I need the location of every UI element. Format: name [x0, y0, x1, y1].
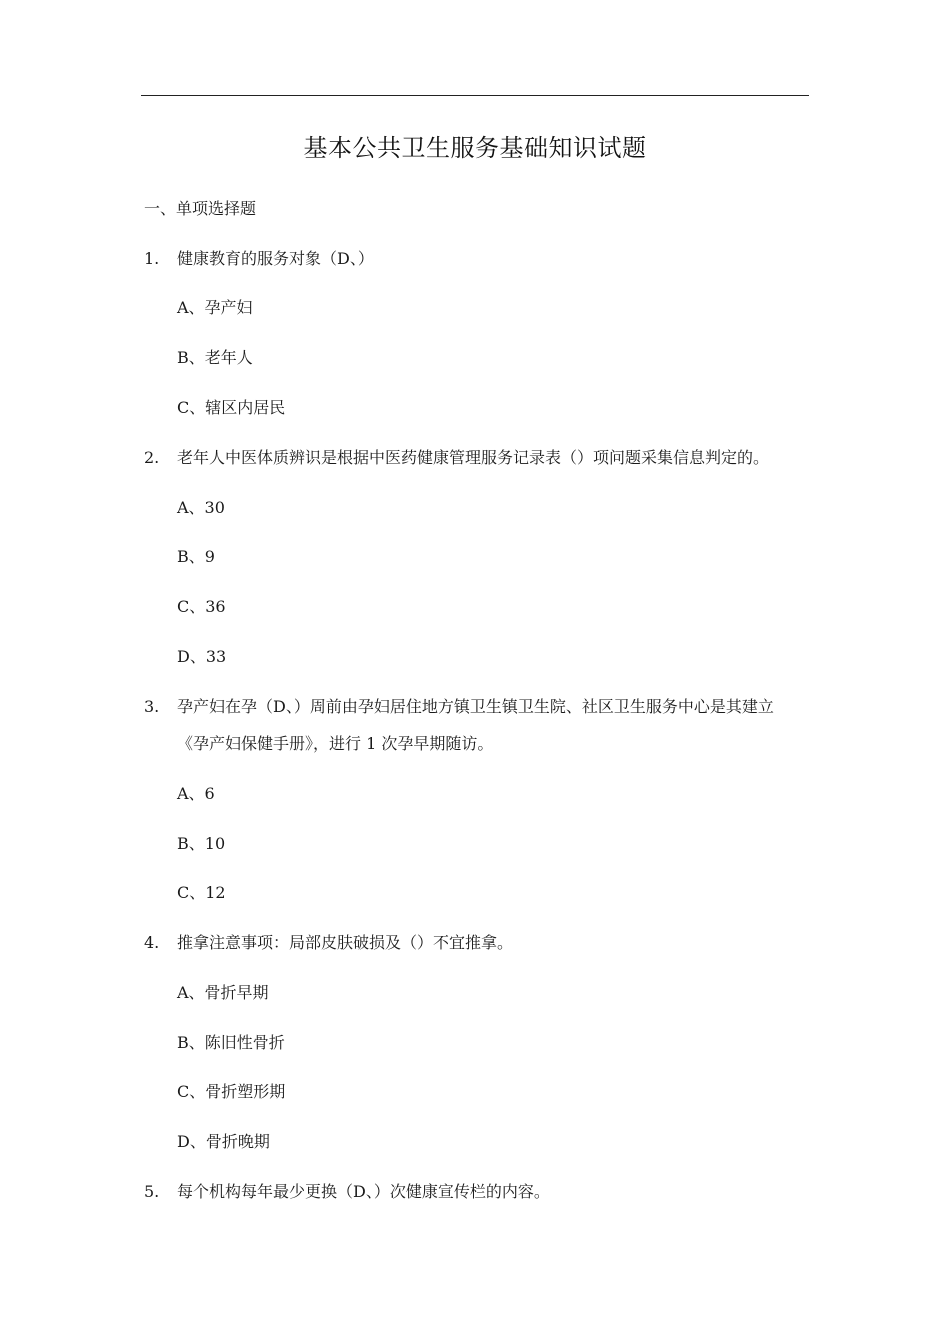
question-number: 3. [144, 697, 160, 716]
question-text: 孕产妇在孕（D、）周前由孕妇居住地方镇卫生镇卫生院、社区卫生服务中心是其建立 [177, 697, 774, 716]
option-d: D、骨折晚期 [177, 1132, 270, 1151]
page-title: 基本公共卫生服务基础知识试题 [303, 134, 647, 162]
option-c: C、36 [177, 597, 226, 616]
question-number: 1. [144, 249, 160, 268]
question-number: 5. [144, 1182, 160, 1201]
option-c: C、12 [177, 883, 226, 902]
question-text-continued: 《孕产妇保健手册》，进行 1 次孕早期随访。 [177, 734, 494, 753]
option-b: B、老年人 [177, 348, 253, 367]
option-b: B、10 [177, 834, 226, 853]
section-heading: 一、单项选择题 [144, 199, 257, 218]
option-b: B、陈旧性骨折 [177, 1033, 285, 1052]
question-number: 4. [144, 933, 160, 952]
question-text: 推拿注意事项：局部皮肤破损及（）不宜推拿。 [177, 933, 514, 952]
header-rule [141, 95, 809, 96]
question-text: 每个机构每年最少更换（D、）次健康宣传栏的内容。 [177, 1182, 550, 1201]
option-a: A、骨折早期 [177, 983, 269, 1002]
option-b: B、9 [177, 547, 215, 566]
option-c: C、辖区内居民 [177, 398, 286, 417]
question-number: 2. [144, 448, 160, 467]
option-a: A、孕产妇 [177, 298, 253, 317]
question-text: 健康教育的服务对象（D、） [177, 249, 374, 268]
option-d: D、33 [177, 647, 227, 666]
option-a: A、6 [177, 784, 215, 803]
question-text: 老年人中医体质辨识是根据中医药健康管理服务记录表（）项问题采集信息判定的。 [177, 448, 770, 467]
option-a: A、30 [177, 498, 225, 517]
option-c: C、骨折塑形期 [177, 1082, 286, 1101]
